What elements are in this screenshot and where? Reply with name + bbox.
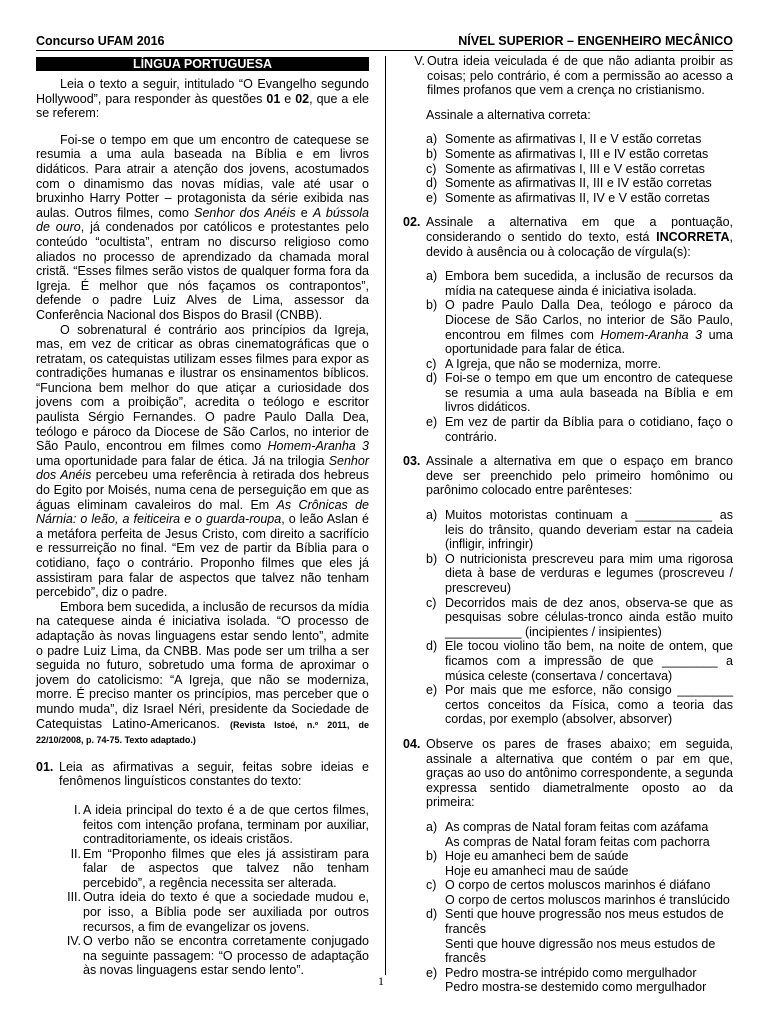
question-01-options xyxy=(403,132,733,205)
answer-option[interactable]: a) Embora bem sucedida, a inclusão de recursos da mídia na catequese ainda é iniciativa isolada. xyxy=(426,269,733,298)
text-paragraph-2: O sobrenatural é contrário aos princípios da Igreja, mas, em vez de criticar as obras cinematográficas que o retratam, os catequistas utilizam esses filmes para expor as contradições humanas e ilustrar os ensinamentos bíblicos. “Funciona bem melhor do que atiçar a curiosidade dos jovens com a proibição”, acredita o teólogo e escritor paulista Sérgio Fernandes. O padre Paulo Dalla Dea, teólogo e pároco da Diocese de São Carlos, no interior de São Paulo, encontrou em filmes como Homem-Aranha 3 uma oportunidade para falar de ética. Já na trilogia Senhor dos Anéis percebeu uma referência à retirada dos hebreus do Egito por Moisés, numa cena de perseguição em que as águas eliminam cavaleiros do mal. Em As Crônicas de Nárnia: o leão, a feiticeira e o guarda-roupa, o leão Aslan é a metáfora perfeita de Jesus Cristo, com direito a sacrifício e ressurreição no final. “Em vez de partir da Bíblia para o cotidiano, faço o contrário. Proponho filmes que eles já assistiram para falar de aspectos que talvez não tenham percebido”, diz o padre. xyxy=(36,322,370,600)
question-number: 04. xyxy=(403,736,421,751)
answer-option[interactable]: e) Em vez de partir da Bíblia para o cotidiano, faço o contrário. xyxy=(426,415,733,444)
answer-option[interactable]: c) Decorridos mais de dez anos, observa-se que as pesquisas sobre células-tronco ainda estão muito ___________ (incipientes / insipientes) xyxy=(426,595,733,639)
question-03 xyxy=(403,454,733,727)
text-source: (Revista Istoé, n.º 2011, de 22/10/2008, p. 74-75. Texto adaptado.) xyxy=(36,719,369,746)
answer-option[interactable]: c) A Igreja, que não se moderniza, morre. xyxy=(426,356,662,371)
question-01-prompt: Assinale a alternativa correta: xyxy=(426,107,591,122)
answer-option[interactable]: d) Ele tocou violino tão bem, na noite de ontem, que ficamos com a impressão de que ________ a música celeste (consertava / concertava) xyxy=(426,639,733,683)
column-divider xyxy=(385,56,386,975)
answer-option[interactable]: c) Somente as afirmativas I, III e V estão corretas xyxy=(426,161,705,176)
position-title: NÍVEL SUPERIOR – ENGENHEIRO MECÂNICO xyxy=(458,34,733,48)
answer-option[interactable]: b) Somente as afirmativas I, III e IV estão corretas xyxy=(426,146,709,161)
answer-option[interactable]: e) Pedro mostra-se intrépido como mergulhador Pedro mostra-se destemido como mergulhador xyxy=(426,965,707,995)
question-04 xyxy=(403,737,733,995)
right-column xyxy=(403,54,733,995)
question-02 xyxy=(403,215,733,444)
answer-option[interactable]: a) Muitos motoristas continuam a ___________ as leis do trânsito, quando deveriam estar na cadeia (infligir, infringir) xyxy=(426,508,733,552)
question-stem: Assinale a alternativa em que o espaço em branco deve ser preenchido pelo primeiro homônimo ou parônimo colocado entre parênteses: xyxy=(426,454,733,498)
question-stem: Assinale a alternativa em que a pontuação, considerando o sentido do texto, está INCORRETA, devido à ausência ou à colocação de vírgula(s): xyxy=(426,215,733,259)
exam-title: Concurso UFAM 2016 xyxy=(36,34,165,48)
question-stem: Leia as afirmativas a seguir, feitas sobre ideias e fenômenos linguísticos constantes do texto: xyxy=(59,759,369,789)
intro-paragraph: Leia o texto a seguir, intitulado “O Evangelho segundo Hollywood”, para responder às questões 01 e 02, que a ele se referem: xyxy=(36,77,370,121)
question-number: 01. xyxy=(36,759,54,774)
question-number: 03. xyxy=(403,454,421,469)
text-paragraph-1: Foi-se o tempo em que um encontro de catequese se resumia a uma aula baseada na Bíblia e em livros didáticos. Para atrair a atenção dos jovens, acostumados com o dinamismo das novas mídias, vale até usar o bruxinho Harry Potter – protagonista da série exibida nas aulas. Outros filmes, como Senhor dos Anéis e A bússola de ouro, já condenados por católicos e protestantes pelo conteúdo “ocultista”, entram no discurso religioso como aliados no processo de aprendizado da chamada moral cristã. “Esses filmes serão vistos de qualquer forma fora da Igreja. É melhor que nós façamos os contrapontos”, defende o padre Luiz Alves de Lima, assessor da Conferência Nacional dos Bispos do Brasil (CNBB). xyxy=(36,132,369,322)
page-header xyxy=(36,34,733,51)
question-01 xyxy=(36,760,369,978)
answer-option[interactable]: a) Somente as afirmativas I, II e V estão corretas xyxy=(426,132,702,147)
answer-option[interactable]: d) Somente as afirmativas II, III e IV estão corretas xyxy=(426,176,712,191)
answer-option[interactable]: b) O padre Paulo Dalla Dea, teólogo e pároco da Diocese de São Carlos, no interior de São Paulo, encontrou em filmes com Homem-Aranha 3 uma oportunidade para falar de ética. xyxy=(426,298,734,357)
section-banner: LÍNGUA PORTUGUESA xyxy=(36,57,369,71)
answer-option[interactable]: a) As compras de Natal foram feitas com azáfama As compras de Natal foram feitas com pachorra xyxy=(426,819,710,849)
left-column xyxy=(36,56,369,978)
answer-option[interactable]: d) Foi-se o tempo em que um encontro de catequese se resumia a uma aula baseada na Bíblia e em livros didáticos. xyxy=(426,371,733,415)
answer-option[interactable]: b) Hoje eu amanheci bem de saúde Hoje eu amanheci mau de saúde xyxy=(426,849,629,878)
answer-option[interactable]: b) O nutricionista prescreveu para mim uma rigorosa dieta à base de verduras e legumes (proscreveu / prescreveu) xyxy=(426,551,733,595)
statement-item: II. Em “Proponho filmes que eles já assistiram para falar de aspectos que talvez não tenham percebido”, a regência necessita ser alterada. xyxy=(70,846,369,890)
page-number: 1 xyxy=(378,974,384,988)
statement-item: III. Outra ideia do texto é que a sociedade mudou e, por isso, a Bíblia pode ser auxiliada por outros recursos, a fim de evangelizar os jovens. xyxy=(67,890,369,934)
text-paragraph-3: Embora bem sucedida, a inclusão de recursos da mídia na catequese ainda é iniciativa isolada. “O processo de adaptação às novas linguagens estar sendo lento”, admite o padre Luiz Lima, da CNBB. Mas pode ser um trilha a ser seguida no futuro, sobretudo uma forma de aproximar o jovem do catolicismo: “A Igreja, que não se moderniza, morre. É preciso manter os princípios, mas perceber que o mundo muda”, diz Israel Néri, presidente da Sociedade de Catequistas Latino-Americanos. (Revista Istoé, n.º 2011, de 22/10/2008, p. 74-75. Texto adaptado.) xyxy=(36,599,369,746)
answer-option[interactable]: e) Somente as afirmativas II, IV e V estão corretas xyxy=(426,190,710,205)
answer-option[interactable]: d) Senti que houve progressão nos meus estudos de francês Senti que houve digressão nos meus estudos de francês xyxy=(426,907,724,966)
statement-item: IV. O verbo não se encontra corretamente conjugado na seguinte passagem: “O processo de adaptação às novas linguagens estar sendo lento”. xyxy=(66,934,369,978)
question-stem: Observe os pares de frases abaixo; em seguida, assinale a alternativa que contém o par em que, graças ao uso do antônimo correspondente, a segunda expressa sentido diametralmente oposto ao da primeira: xyxy=(426,736,733,810)
answer-option[interactable]: e) Por mais que me esforce, não consigo ________ certos conceitos da Física, como a teoria das cordas, por exemplo (absolver, absorver) xyxy=(426,683,733,727)
statement-item: V. Outra ideia veiculada é de que não adianta proibir as coisas; pelo contrário, é com a permissão ao acesso a filmes profanos que vem a crença no cristianismo. xyxy=(414,54,733,98)
statement-item: I. A ideia principal do texto é a de que certos filmes, feitos com intenção profana, terminam por auxiliar, contraditoriamente, os ideais cristãos. xyxy=(74,802,369,847)
answer-option[interactable]: c) O corpo de certos moluscos marinhos é diáfano O corpo de certos moluscos marinhos é translúcido xyxy=(426,878,730,907)
question-number: 02. xyxy=(403,215,421,230)
